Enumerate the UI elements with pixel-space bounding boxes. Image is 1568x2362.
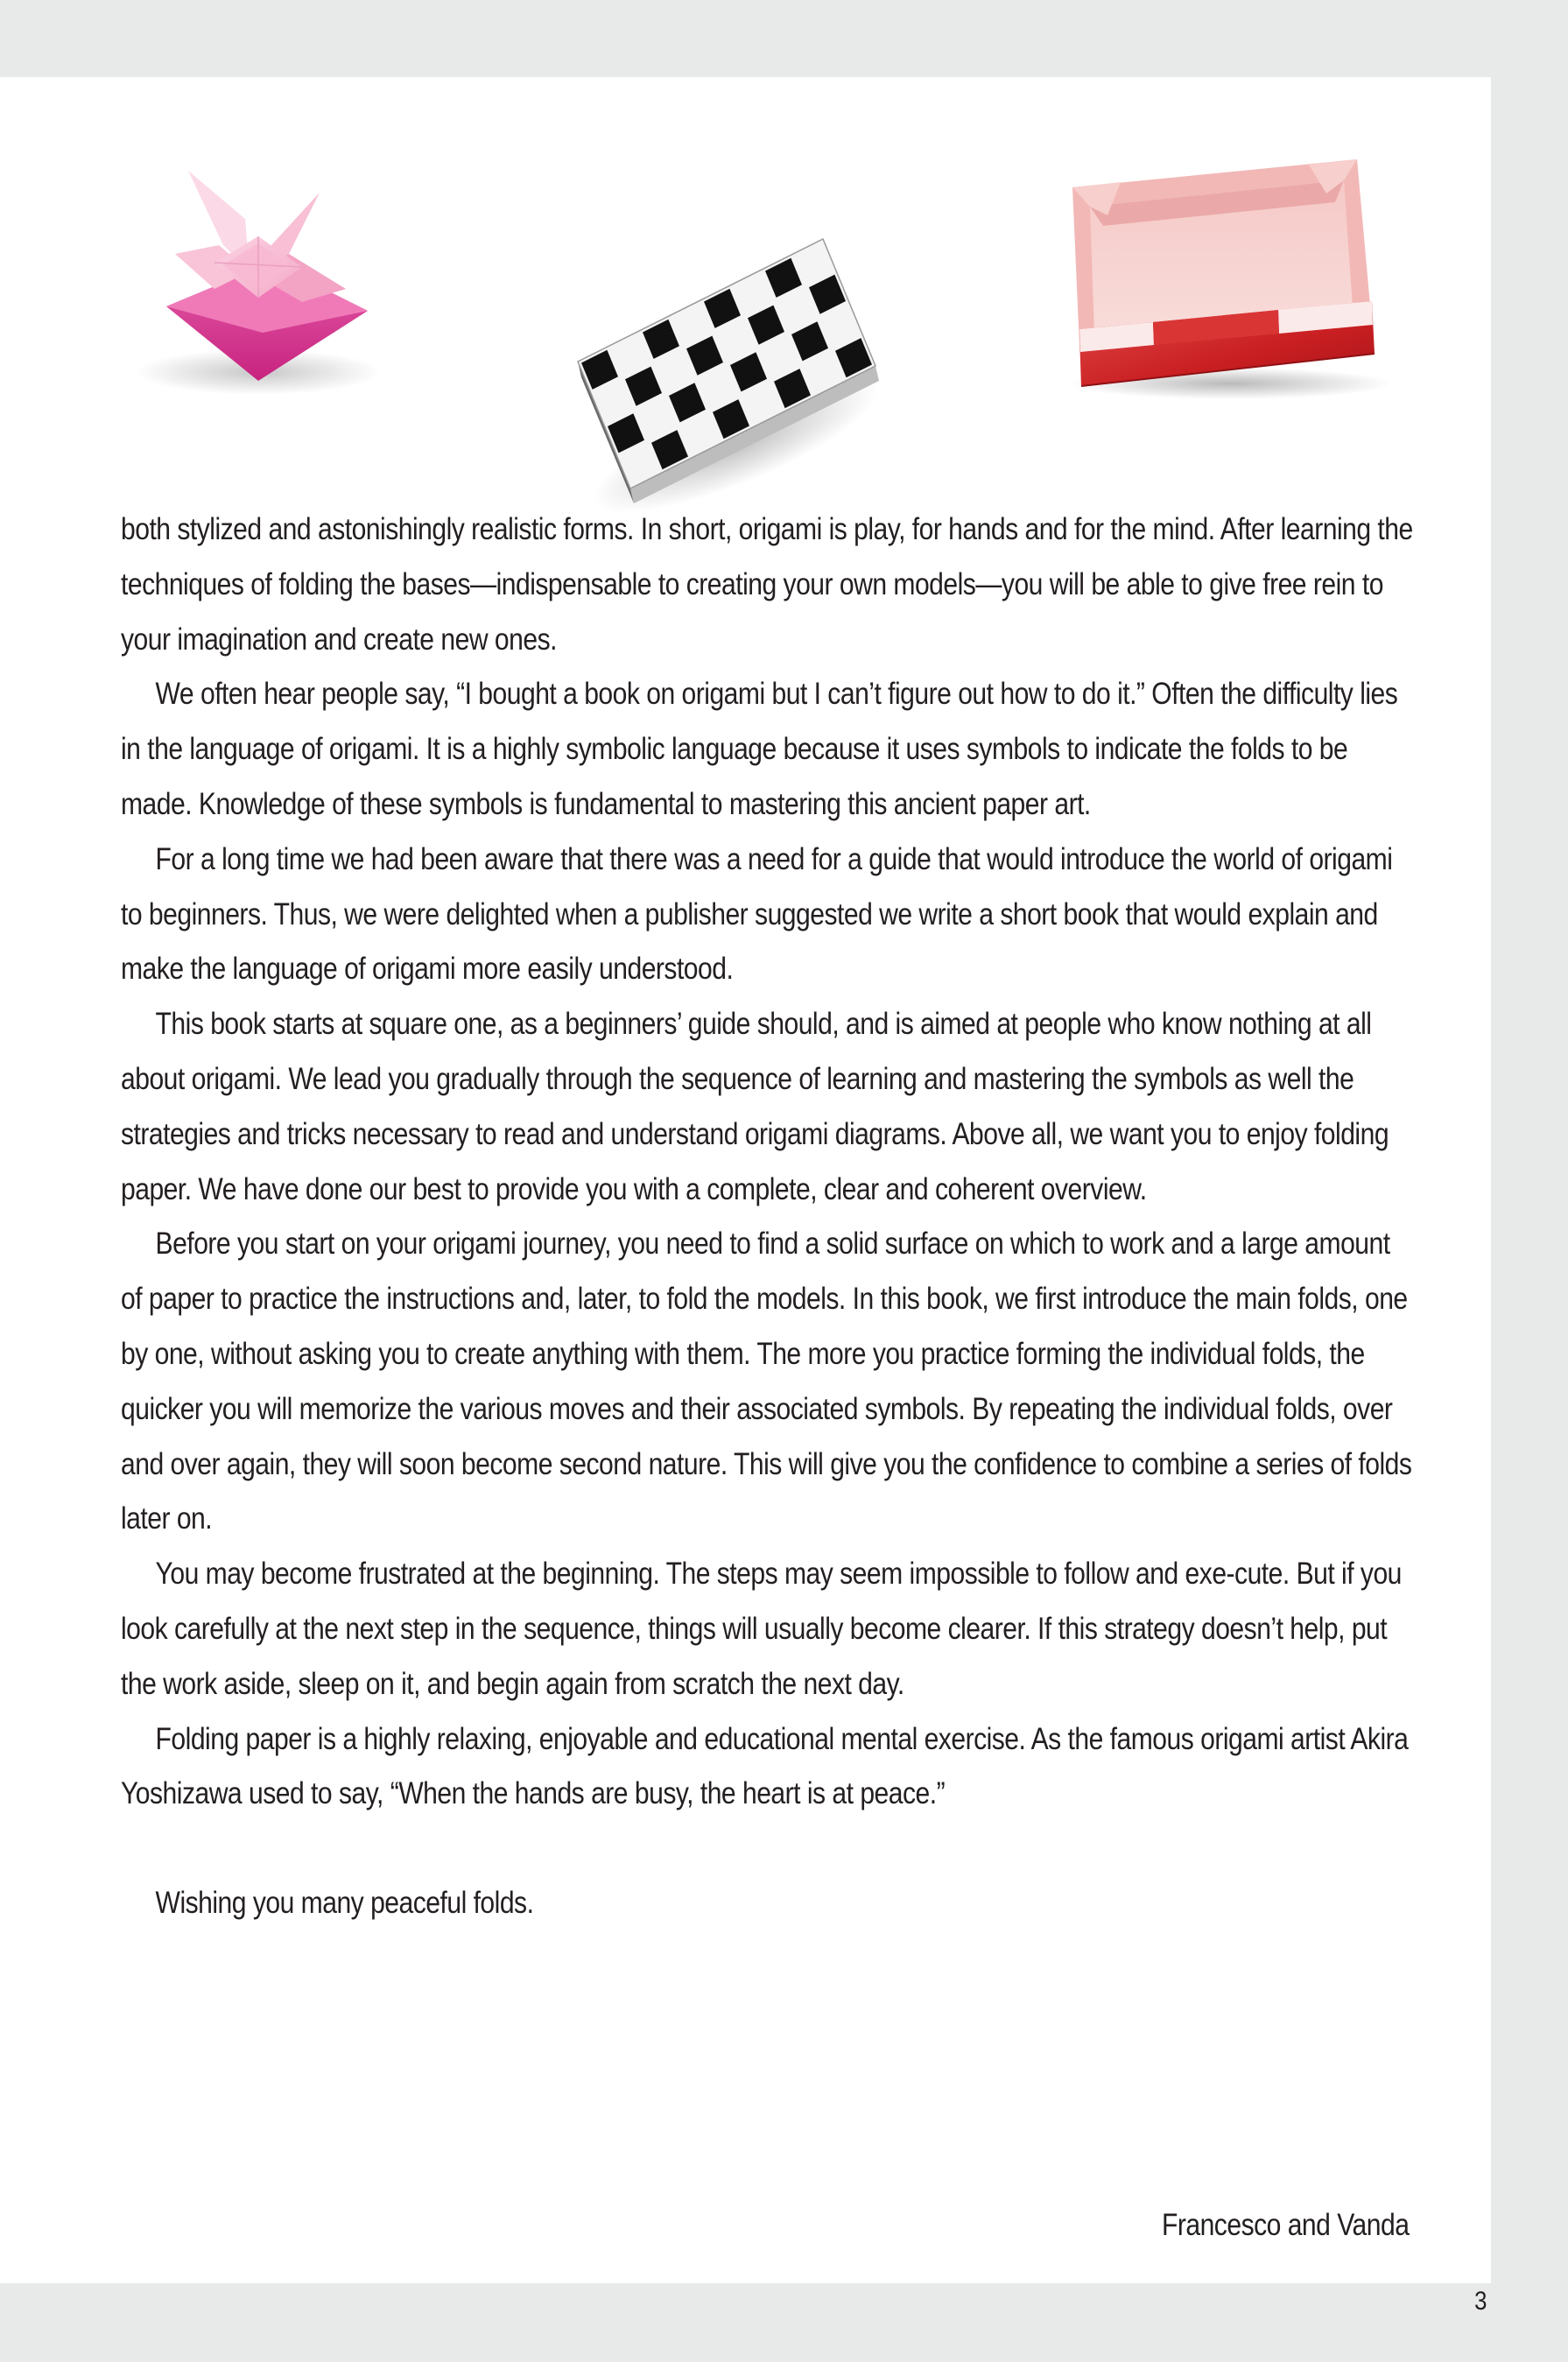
paragraph-3: For a long time we had been aware that there was a need for a guide that would introduce the world of origami to beginners. Thus, we were delighted when a publisher suggested we write a short book that would explain and make the language of origami more easily understood. [121,841,1393,987]
photo-red-tray-box [1055,154,1396,417]
paragraph-4: This book starts at square one, as a beginners’ guide should, and is aimed at people who know nothing at all about origami. We lead you gradually through the sequence of learning and mastering the symbols as well the strategies and tricks necessary to read and understand origami diagrams. Above all, we want you to enjoy folding paper. We have done our best to provide you with a complete, clear and coherent overview. [121,1007,1389,1206]
paragraph-6: You may become frustrated at the beginning. The steps may seem impossible to follow and exe-cute. But if you look carefully at the next step in the sequence, things will usually become clearer. If this strategy doesn’t help, put the work aside, sleep on it, and begin again from scratch the next day. [121,1557,1402,1701]
paragraph-2: We often hear people say, “I bought a book on origami but I can’t figure out how to do it.” Often the difficulty lies in the language of origami. It is a highly symbolic language because it uses symbols to indicate the folds to be made. Knowledge of these symbols is fundamental to mastering this ancient paper art. [121,677,1398,821]
paragraph-5: Before you start on your origami journey, you need to find a solid surface on which to work and a large amount of paper to practice the instructions and, later, to fold the models. In this book, we first introduce the main folds, one by one, without asking you to create anything with them. The more you practice forming the individual folds, the quicker you will memorize the various moves and their associated symbols. By repeating the individual folds, over and over again, they will soon become second nature. This will give you the confidence to combine a series of folds later on. [121,1227,1412,1536]
book-page [0,77,1491,2283]
photo-pink-star-box [83,158,416,411]
page-number: 3 [1474,2287,1487,2316]
paragraph-1: both stylized and astonishingly realistic forms. In short, origami is play, for hands and for the mind. After learning the techniques of folding the bases—indispensable to creating your own models—you will be able to give free rein to your imagination and create new ones. [121,512,1413,657]
origami-photos-row [0,77,1491,480]
photo-checkered-model [560,221,893,528]
closing-line: Wishing you many peaceful folds. [155,1886,534,1921]
paragraph-7: Folding paper is a highly relaxing, enjoyable and educational mental exercise. As the famous origami artist Akira Yoshizawa used to say, “When the hands are busy, the heart is at peace.” [121,1721,1409,1811]
author-signature: Francesco and Vanda [1161,2208,1409,2242]
foreword-text [121,503,1413,1931]
